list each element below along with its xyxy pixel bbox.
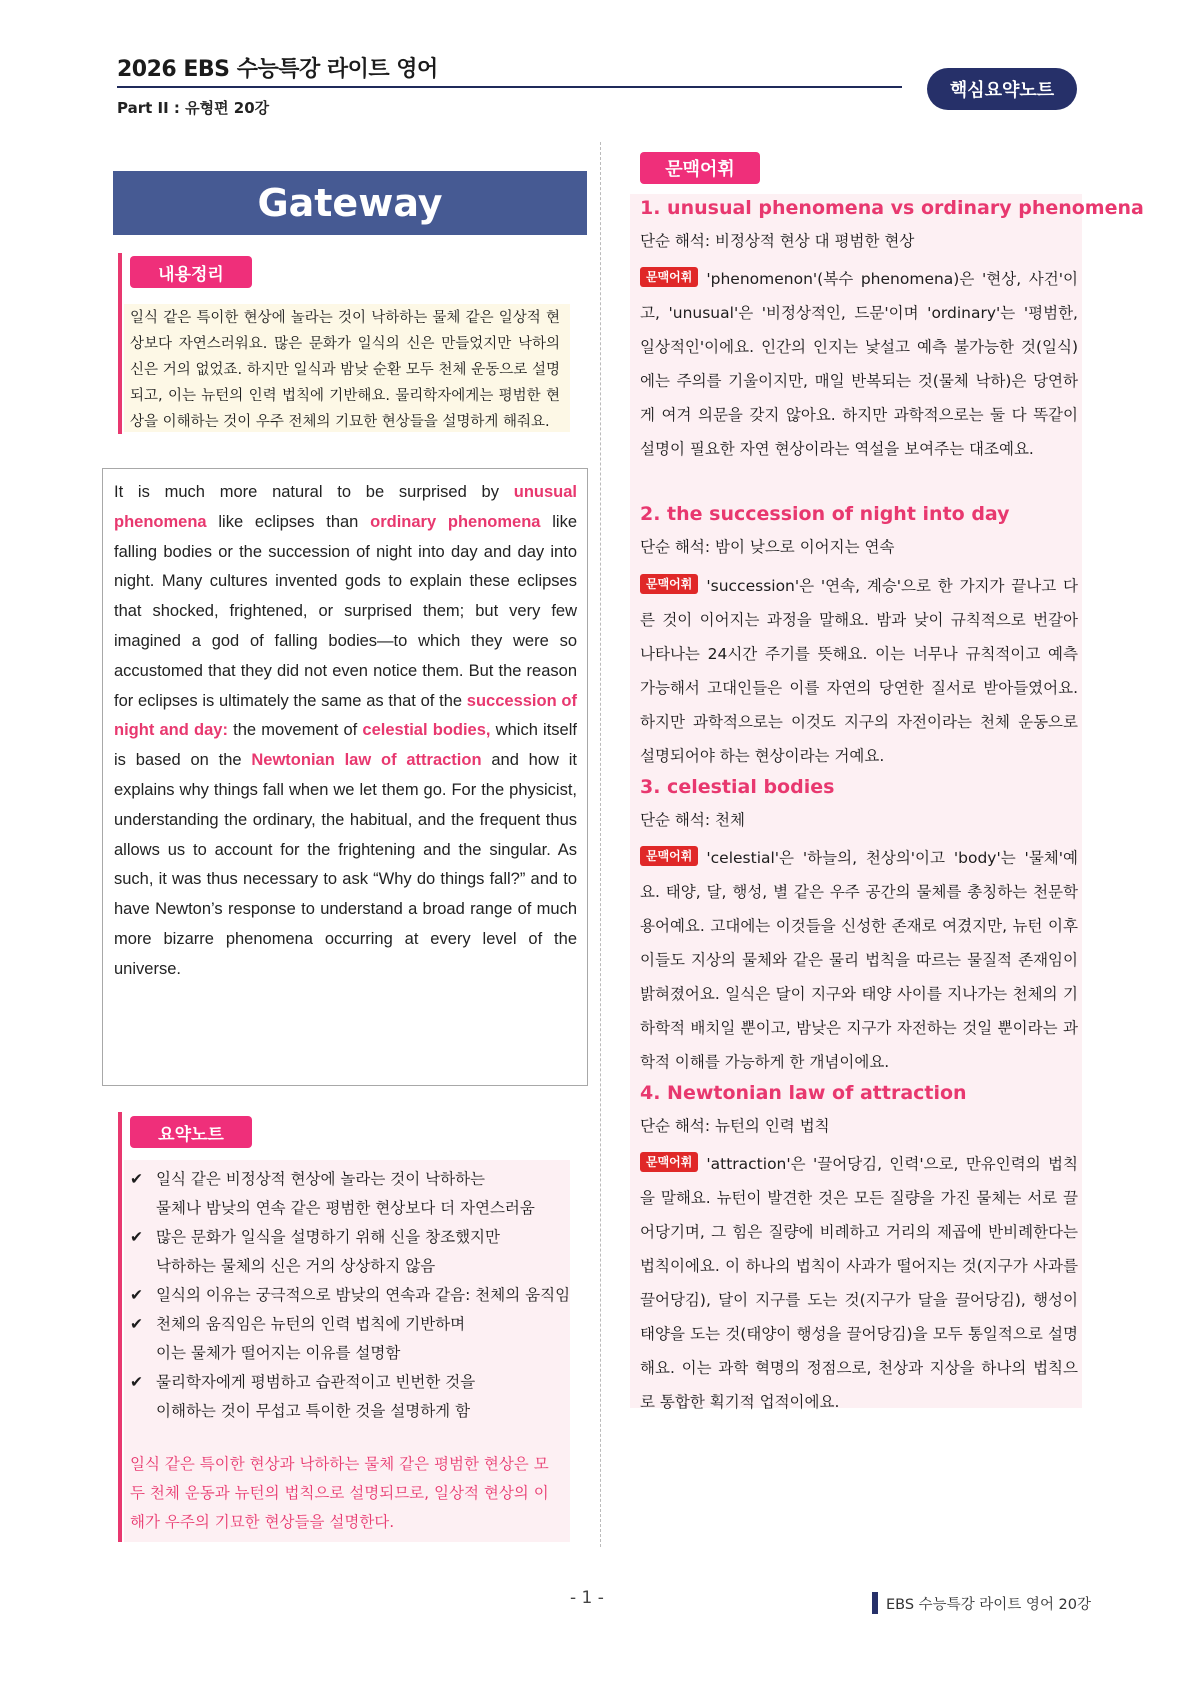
term-explanation [640,262,1078,466]
notes-label: 요약노트 [130,1116,252,1148]
passage-text: like falling bodies or the succession of night into day and day into night. Many cultures invented gods to explain these eclipses that shocked, frightened, or surprised them; but very few imagined a god of falling bodies—to which they were so accustomed that they did not even notice them. But the reason for eclipses is ultimately the same as that of the [114,512,577,710]
highlight-newtonian-law: Newtonian law of attraction [251,751,482,770]
summary-text: 일식 같은 특이한 현상에 놀라는 것이 낙하하는 물체 같은 일상적 현상보다 자연스러워요. 많은 문화가 일식의 신은 만들었지만 낙하의 신은 거의 없었죠. 하지만 일식과 밤낮 순환 모두 천체 운동으로 설명되고, 이는 뉴턴의 인력 법칙에 기반해요. 물리학자에게는 평범한 현상을 이해하는 것이 우주 전체의 기묘한 현상들을 설명하게 해줘요. [124,304,570,432]
page-number: - 1 - [570,1588,604,1608]
term-simple-translation: 단순 해석: 뉴턴의 인력 법칙 [640,1117,830,1135]
summary-accent-bar [118,253,122,434]
column-divider [600,142,601,1547]
vocab-label: 문맥어휘 [640,152,760,184]
note-item [130,1310,465,1368]
passage-text: the movement of [227,721,363,740]
header-rule [117,86,902,88]
note-line: 일식 같은 비정상적 현상에 놀라는 것이 낙하하는 [156,1170,486,1188]
english-passage [102,468,588,1086]
term-explanation [640,569,1078,773]
passage-text: and how it explains why things fall when we let them go. For the physicist, understanding the ordinary, the habitual, and the frequent thus allows us to account for the frightening and the singular. As such, it was thus necessary to ask “Why do things fall?” and to have Newton’s response to understand a broad range of much more bizarre phenomena occurring at every level of the universe. [114,751,577,978]
term-explanation [640,841,1078,1079]
term-simple-translation: 단순 해석: 천체 [640,811,745,829]
highlight-ordinary-phenomena: ordinary phenomena [370,512,541,531]
note-item [130,1281,570,1310]
notes-conclusion: 일식 같은 특이한 현상과 낙하하는 물체 같은 평범한 현상은 모두 천체 운동과 뉴턴의 법칙으로 설명되므로, 일상적 현상의 이해가 우주의 기묘한 현상들을 설명한다. [130,1455,549,1531]
note-line: 낙하하는 물체의 신은 거의 상상하지 않음 [156,1257,436,1275]
term-explanation-text: 'succession'은 '연속, 계승'으로 한 가지가 끝나고 다른 것이 이어지는 과정을 말해요. 밤과 낮이 규칙적으로 번갈아 나타나는 24시간 주기를 뜻해요. 이는 너무나 규칙적이고 예측 가능해서 고대인들은 이를 자연의 당연한 질서로 받아들였어요. 하지만 과학적으로는 이것도 지구의 자전이라는 천체 운동으로 설명되어야 하는 현상이라는 거예요. [640,577,1078,765]
term-title: 1. unusual phenomena vs ordinary phenomena [640,197,1144,219]
context-vocab-tag: 문맥어휘 [640,1152,698,1172]
core-summary-badge: 핵심요약노트 [927,68,1077,110]
term-explanation-text: 'celestial'은 '하늘의, 천상의'이고 'body'는 '물체'예요. 태양, 달, 행성, 별 같은 우주 공간의 물체를 총칭하는 천문학 용어예요. 고대에는 이것들을 신성한 존재로 여겼지만, 뉴턴 이후 이들도 지상의 물체와 같은 물리 법칙을 따르는 물질적 존재임이 밝혀졌어요. 일식은 달이 지구와 태양 사이를 지나가는 천체의 기하학적 배치일 뿐이고, 밤낮은 지구가 자전하는 것일 뿐이라는 과학적 이해를 가능하게 한 개념이에요. [640,849,1078,1071]
footer-accent-bar [872,1592,878,1614]
term-simple-translation: 단순 해석: 비정상적 현상 대 평범한 현상 [640,232,915,250]
term-title: 4. Newtonian law of attraction [640,1082,967,1104]
highlight-celestial-bodies: celestial bodies, [362,721,491,740]
context-vocab-tag: 문맥어휘 [640,846,698,866]
summary-label: 내용정리 [130,256,252,288]
context-vocab-tag: 문맥어휘 [640,267,698,287]
note-line: 일식의 이유는 궁극적으로 밤낮의 연속과 같음: 천체의 움직임 [156,1286,571,1304]
notes-accent-bar [118,1112,122,1542]
document-title: 2026 EBS 수능특강 라이트 영어 [117,57,438,82]
context-vocab-tag: 문맥어휘 [640,574,698,594]
gateway-banner: Gateway [113,171,587,235]
note-item [130,1223,500,1281]
check-icon: ✔ [130,1170,143,1188]
passage-text: like eclipses than [206,512,371,531]
check-icon: ✔ [130,1315,143,1333]
check-icon: ✔ [130,1286,143,1304]
term-explanation-text: 'phenomenon'(복수 phenomena)은 '현상, 사건'이고, 'unusual'은 '비정상적인, 드문'이며 'ordinary'는 '평범한, 일상적인'이에요. 인간의 인지는 낯설고 예측 불가능한 것(일식)에는 주의를 기울이지만, 매일 반복되는 것(물체 낙하)은 당연하게 여겨 의문을 갖지 않아요. 하지만 과학적으로는 둘 다 똑같이 설명이 필요한 자연 현상이라는 역설을 보여주는 대조예요. [640,270,1078,458]
note-line: 천체의 움직임은 뉴턴의 인력 법칙에 기반하며 [156,1315,466,1333]
term-title: 2. the succession of night into day [640,503,1010,525]
note-line: 물체나 밤낮의 연속 같은 평범한 현상보다 더 자연스러움 [156,1199,535,1217]
footer-text: EBS 수능특강 라이트 영어 20강 [886,1597,1092,1613]
note-line: 많은 문화가 일식을 설명하기 위해 신을 창조했지만 [156,1228,500,1246]
term-title: 3. celestial bodies [640,776,835,798]
term-explanation-text: 'attraction'은 '끌어당김, 인력'으로, 만유인력의 법칙을 말해요. 뉴턴이 발견한 것은 모든 질량을 가진 물체는 서로 끌어당기며, 그 힘은 질량에 비례하고 거리의 제곱에 반비례한다는 법칙이에요. 이 하나의 법칙이 사과가 떨어지는 것(지구가 사과를 끌어당김), 달이 지구를 도는 것(지구가 달을 끌어당김), 행성이 태양을 도는 것(태양이 행성을 끌어당김)을 모두 통일적으로 설명해요. 이는 과학 혁명의 정점으로, 천상과 지상을 하나의 법칙으로 통합한 획기적 업적이에요. [640,1155,1078,1411]
term-simple-translation: 단순 해석: 밤이 낮으로 이어지는 연속 [640,538,895,556]
note-line: 물리학자에게 평범하고 습관적이고 빈번한 것을 [156,1373,476,1391]
highlight-succession: succession of night and day: [114,691,577,740]
check-icon: ✔ [130,1228,143,1246]
check-icon: ✔ [130,1373,143,1391]
note-item [130,1368,475,1426]
passage-text: which itself is based on the [114,721,577,770]
passage-text: It is much more natural to be surprised by [114,483,514,501]
term-explanation [640,1147,1078,1419]
note-item [130,1165,535,1223]
note-line: 이는 물체가 떨어지는 이유를 설명함 [156,1344,401,1362]
document-subtitle: Part II : 유형편 20강 [117,99,270,117]
note-line: 이해하는 것이 무섭고 특이한 것을 설명하게 함 [156,1402,471,1420]
highlight-unusual-phenomena: unusual phenomena [114,483,577,531]
